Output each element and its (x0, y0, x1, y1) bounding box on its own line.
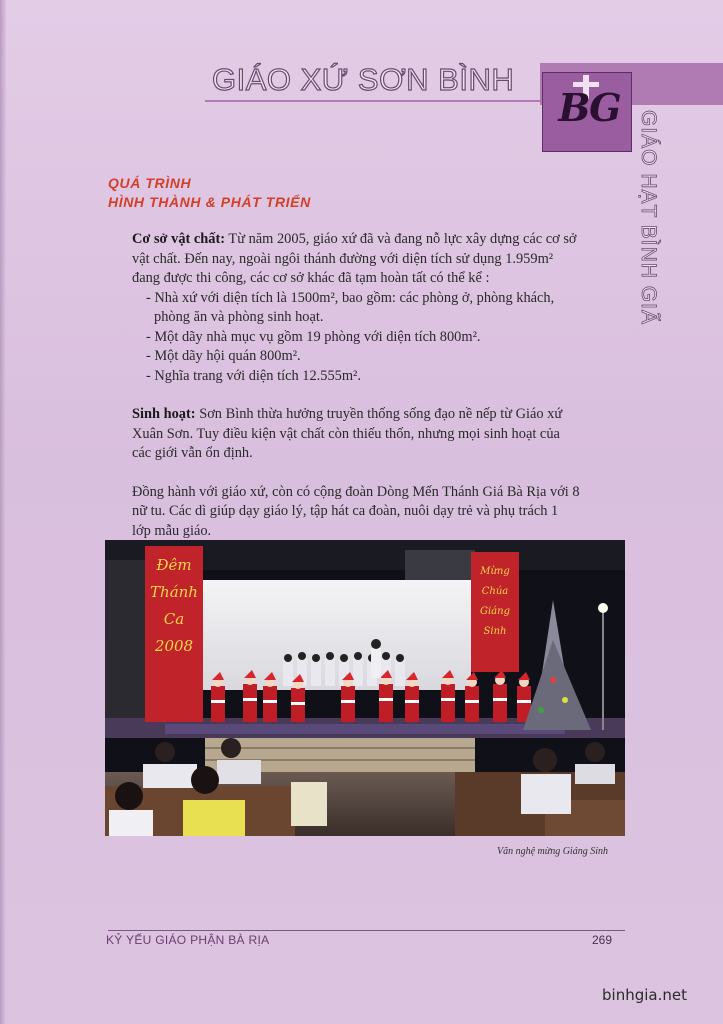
banner-right (471, 562, 519, 642)
activities-text: Sơn Bình thừa hưởng truyền thống sống đạo nề nếp từ Giáo xứ Xuân Sơn. Tuy điều kiện vật chất còn thiếu thốn, nhưng mọi sinh hoạt của các giới vẫn ổn định. (132, 406, 563, 461)
banner-right-line: Giáng (480, 606, 510, 617)
header-rule (205, 100, 545, 102)
publication-title: KỶ YẾU GIÁO PHẬN BÀ RỊA (106, 933, 270, 947)
list-item: - Nghĩa trang với diện tích 12.555m². (146, 367, 361, 384)
deanery-vertical-title: GIÁO HẠT BÌNH GIÃ (637, 110, 660, 325)
banner-right-line: Sinh (483, 626, 507, 637)
banner-left-line: Thánh (150, 583, 198, 601)
footer-rule (108, 930, 625, 931)
page-spine-shadow (0, 0, 6, 1024)
page-number: 269 (592, 933, 613, 947)
banner-right-line: Mừng (480, 566, 510, 577)
article-body (132, 230, 580, 560)
list-item: - Một dãy hội quán 800m². (146, 348, 301, 364)
logo-monogram: BG (558, 85, 620, 130)
banner-right-line: Chúa (481, 586, 509, 597)
parish-title: GIÁO XỨ SƠN BÌNH (212, 62, 515, 97)
event-photo (105, 540, 625, 836)
activities-label: Sinh hoạt: (132, 406, 196, 422)
parish-logo (542, 72, 632, 152)
site-watermark: binhgia.net (602, 986, 687, 1004)
photo-caption: Văn nghệ mừng Giáng Sinh (496, 846, 608, 857)
banner-left-line: 2008 (154, 637, 194, 655)
facilities-paragraph (132, 230, 580, 289)
facilities-list (132, 289, 580, 387)
activities-paragraph (132, 405, 580, 464)
banner-left (145, 552, 203, 660)
banner-left-line: Đêm (156, 556, 192, 574)
section-heading (108, 174, 311, 212)
section-heading-line-1: QUÁ TRÌNH (108, 175, 192, 191)
section-heading-line-2: HÌNH THÀNH & PHÁT TRIỂN (108, 194, 311, 210)
facilities-label: Cơ sở vật chất: (132, 231, 226, 247)
community-paragraph: Đồng hành với giáo xứ, còn có cộng đoàn Dòng Mến Thánh Giá Bà Rịa với 8 nữ tu. Các dì giúp dạy giáo lý, tập hát ca đoàn, nuôi dạy trẻ và phụ trách 1 lớp mẫu giáo. (132, 483, 580, 539)
facilities-text: Từ năm 2005, giáo xứ đã và đang nỗ lực xây dựng các cơ sở vật chất. Đến nay, ngoài ngôi thánh đường với diện tích sử dụng 1.959m² đang được thi công, các cơ sở khác đã tạm hoàn tất có thể kể : (132, 231, 577, 286)
list-item: - Nhà xứ với diện tích là 1500m², bao gồm: các phòng ở, phòng khách, phòng ăn và phòng sinh hoạt. (146, 289, 555, 325)
list-item: - Một dãy nhà mục vụ gồm 19 phòng với diện tích 800m². (146, 328, 481, 345)
banner-left-line: Ca (163, 610, 185, 628)
